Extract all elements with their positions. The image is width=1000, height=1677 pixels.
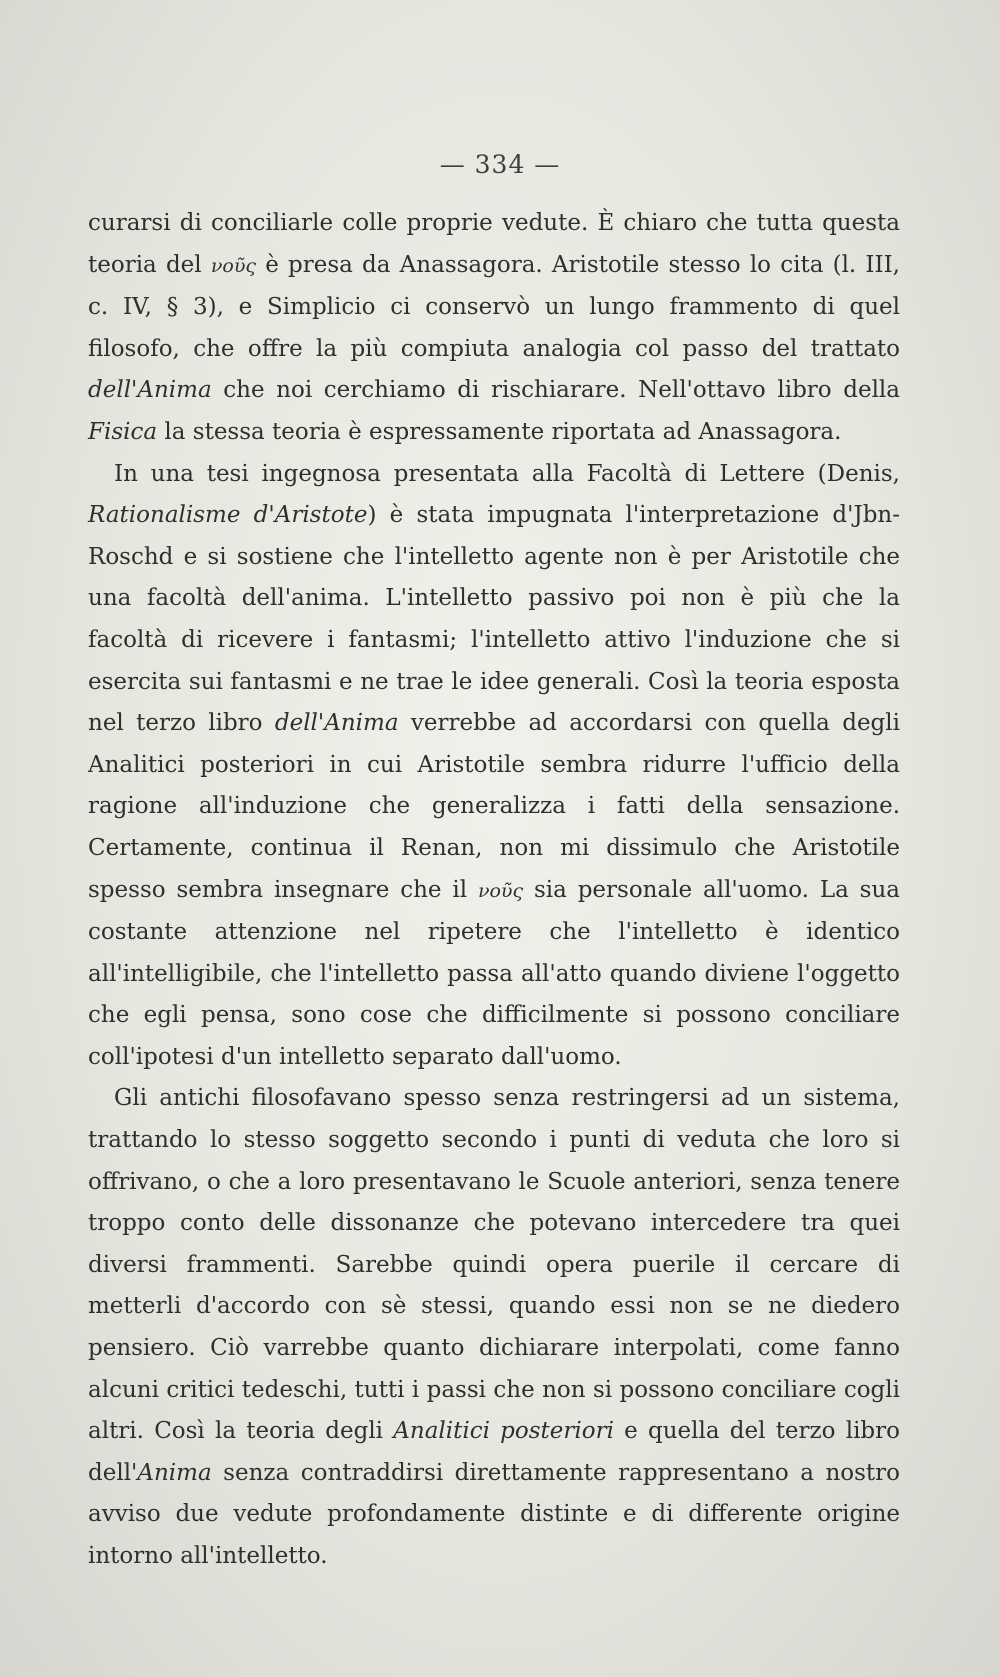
text-run: In una tesi ingegnosa presentata alla Facoltà di Lettere (Denis, xyxy=(114,460,900,487)
text-run: che noi cerchiamo di rischiarare. Nell'ottavo libro della xyxy=(211,377,900,404)
text-run: Gli antichi filosofavano spesso senza restringersi ad un sistema, trattando lo stesso soggetto secondo i punti di veduta che loro si offrivano, o che a loro presentavano le Scuole anteriori, senza tenere troppo conto delle dissonanze che potevano intercedere tra quei diversi frammenti. Sarebbe quindi opera puerile il cercare di metterli d'accordo con sè stessi, quando essi non se ne diedero pensiero. Ciò varrebbe quanto dichiarare interpolati, come fanno alcuni critici tedeschi, tutti i passi che non si possono conciliare cogli altri. Così la teoria degli xyxy=(88,1085,900,1445)
body-text xyxy=(88,203,900,1578)
italic-title: dell'Anima xyxy=(274,710,399,737)
italic-title: dell'Anima xyxy=(88,377,212,404)
italic-title: Fisica xyxy=(88,418,158,445)
text-run: è presa da Anassagora. Aristotile stesso lo cita (l. III, c. IV, § 3), e Simplicio ci conservò un lungo frammento di quel filosofo, che offre la più compiuta analogia col passo del trattato xyxy=(88,251,900,362)
text-run: verrebbe ad accordarsi con quella degli Analitici posteriori in cui Aristotile sembra ridurre l'ufficio della ragione all'induzione che generalizza i fatti della sensazione. Certamente, continua il Renan, non mi dissimulo che Aristotile spesso sembra insegnare che il xyxy=(88,710,900,903)
paragraph-2 xyxy=(88,454,900,1079)
text-run: curarsi di conciliarle colle proprie vedute. È chiaro che tutta questa teoria del xyxy=(88,210,900,278)
text-run: sia personale all'uomo. La sua costante attenzione nel ripetere che l'intelletto è identico all'intelligibile, che l'intelletto passa all'atto quando diviene l'oggetto che egli pensa, sono cose che difficilmente si possono conciliare coll'ipotesi d'un intelletto separato dall'uomo. xyxy=(88,876,900,1070)
text-run: e quella del terzo libro dell' xyxy=(88,1418,900,1486)
greek-word-nous: νοῦς xyxy=(477,879,524,902)
page-number: — 334 — xyxy=(439,150,561,179)
paragraph-3 xyxy=(88,1078,900,1577)
italic-title: Analitici posteriori xyxy=(393,1418,614,1445)
text-run: ) è stata impugnata l'interpretazione d'Jbn-Roschd e si sostiene che l'intelletto agente non è per Aristotile che una facoltà dell'anima. L'intelletto passivo poi non è più che la facoltà di ricevere i fantasmi; l'intelletto attivo l'induzione che si esercita sui fantasmi e ne trae le idee generali. Così la teoria esposta nel terzo libro xyxy=(88,502,901,737)
italic-title: Rationalisme d'Aristote xyxy=(88,502,368,529)
italic-title: Anima xyxy=(137,1459,212,1486)
paragraph-1 xyxy=(88,203,900,454)
text-run: senza contraddirsi direttamente rappresentano a nostro avviso due vedute profondamente distinte e di differente origine intorno all'intelletto. xyxy=(88,1459,900,1569)
greek-word-nous: νοῦς xyxy=(210,254,257,277)
text-run: la stessa teoria è espressamente riportata ad Anassagora. xyxy=(157,418,842,445)
